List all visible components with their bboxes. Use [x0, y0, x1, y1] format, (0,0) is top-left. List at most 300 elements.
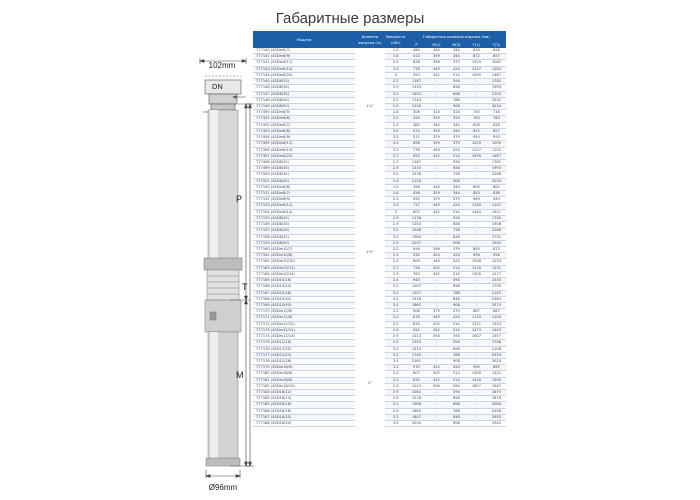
value-cell: 956 [466, 253, 486, 259]
model-cell: 777184 (4SD16/14) [253, 396, 355, 402]
model-cell: 777500 (4SD6/34) [253, 172, 355, 178]
value-cell: 379 [446, 135, 466, 141]
value-cell: 344 [446, 48, 466, 54]
header-p: P [406, 43, 426, 48]
value-cell: 1227 [466, 147, 486, 153]
value-cell: 1058 [466, 259, 486, 265]
value-cell: 1202 [486, 147, 506, 153]
model-cell: 777153 (4SDm8/12) [253, 203, 355, 209]
value-cell: 1097 [406, 284, 426, 290]
value-cell: - [466, 215, 486, 221]
value-cell: 344 [446, 184, 466, 190]
header-dn: Диаметр выпуска (in) [355, 31, 385, 48]
model-cell: 777143 (4SDm6/14) [253, 66, 355, 72]
value-cell: 1467 [486, 153, 506, 159]
value-cell: 542 [426, 327, 446, 333]
value-cell: 514 [446, 153, 466, 159]
value-cell: 424 [446, 365, 466, 371]
value-cell: 399 [426, 247, 446, 253]
value-cell: 3.5 [385, 135, 406, 141]
value-cell: 1029 [466, 141, 486, 147]
value-cell: 950 [486, 135, 506, 141]
value-cell: - [426, 402, 446, 408]
value-cell: 763 [406, 271, 426, 277]
value-cell: - [426, 166, 446, 172]
model-cell: 777501 (4SD6/40) [253, 178, 355, 184]
value-cell: 1082 [486, 60, 506, 66]
value-cell: 1013 [406, 383, 426, 389]
model-cell: 777177 (4SD12/24) [253, 352, 355, 358]
model-cell: 777148 (4SD6/40) [253, 97, 355, 103]
value-cell: 2.9 [385, 396, 406, 402]
value-cell: 1141 [486, 203, 506, 209]
value-cell: 514 [446, 271, 466, 277]
value-cell: 2448 [486, 408, 506, 414]
dn-label: DN [212, 82, 223, 91]
value-cell: - [466, 421, 486, 427]
value-cell: 828 [486, 122, 506, 128]
value-cell: 1009 [486, 141, 506, 147]
value-cell: 514 [446, 72, 466, 78]
value-cell: 698 [446, 346, 466, 352]
value-cell: 1807 [406, 414, 426, 420]
value-cell: 716 [486, 110, 506, 116]
value-cell: 1984 [406, 234, 426, 240]
value-cell: 449 [426, 259, 446, 265]
value-cell: 908 [446, 302, 466, 308]
model-cell: 777164 (4SDm10/14) [253, 271, 355, 277]
model-cell: 777172 (4SDm12/10) [253, 321, 355, 327]
value-cell: 514 [446, 377, 466, 383]
value-cell: 828 [466, 122, 486, 128]
value-cell: 1.8 [385, 54, 406, 60]
value-cell: 994 [466, 365, 486, 371]
value-cell: 456 [406, 191, 426, 197]
value-cell: 698 [446, 402, 466, 408]
value-cell: 1218 [466, 265, 486, 271]
value-cell: 2.5 [385, 122, 406, 128]
value-cell: 379 [426, 309, 446, 315]
value-cell: 908 [446, 421, 466, 427]
value-cell: 1333 [486, 321, 506, 327]
value-cell: 1231 [486, 265, 506, 271]
model-cell: 777165 (4SD10/16) [253, 278, 355, 284]
value-cell: - [466, 402, 486, 408]
value-cell: - [426, 240, 446, 246]
value-cell: 658 [446, 396, 466, 402]
value-cell: 1748 [486, 340, 506, 346]
value-cell: 514 [446, 327, 466, 333]
table-header-row [253, 31, 506, 43]
model-cell: 777496 (4SDm6/14) [253, 147, 355, 153]
value-cell: 953 [406, 153, 426, 159]
value-cell: 2266 [486, 172, 506, 178]
dn-cell: 2" [368, 380, 372, 385]
value-cell: 3.5 [385, 296, 406, 302]
value-cell: 788 [446, 97, 466, 103]
model-cell: 777492 (4SDm6/7) [253, 122, 355, 128]
value-cell: 329 [426, 116, 446, 122]
value-cell: 2.9 [385, 340, 406, 346]
value-cell: 1675 [486, 390, 506, 396]
model-cell: 777152 (4SDm8/9) [253, 197, 355, 203]
value-cell: 329 [446, 116, 466, 122]
value-cell: 857 [486, 128, 506, 134]
value-cell: 594 [446, 79, 466, 85]
model-cell: 777142 (4SDm6/11) [253, 60, 355, 66]
value-cell: 2.9 [385, 408, 406, 414]
value-cell: 2.2 [385, 265, 406, 271]
value-cell: 2.5 [385, 197, 406, 203]
value-cell: 2145 [486, 290, 506, 296]
value-cell: 4.0 [385, 141, 406, 147]
value-cell: 893 [466, 247, 486, 253]
model-cell: 777163 (4SDm10/13) [253, 265, 355, 271]
value-cell: - [426, 215, 446, 221]
value-cell: 2.2 [385, 247, 406, 253]
model-cell: 777499 (4SD6/30) [253, 166, 355, 172]
value-cell: 1277 [486, 271, 506, 277]
value-cell: 2037 [406, 240, 426, 246]
value-cell: 1418 [466, 377, 486, 383]
value-cell: 594 [446, 383, 466, 389]
model-cell: 777187 (4SD16/20) [253, 414, 355, 420]
value-cell: - [466, 228, 486, 234]
value-cell: 1081 [406, 390, 426, 396]
value-cell: - [466, 79, 486, 85]
value-cell: 1305 [466, 271, 486, 277]
value-cell: - [426, 346, 446, 352]
value-cell: 783 [466, 116, 486, 122]
value-cell: - [426, 103, 446, 109]
value-cell: - [426, 340, 446, 346]
value-cell: 853 [466, 191, 486, 197]
value-cell: 2.5 [385, 97, 406, 103]
value-cell: 848 [446, 414, 466, 420]
value-cell: 594 [446, 334, 466, 340]
value-cell: 1452 [406, 91, 426, 97]
model-cell: 777179 (4SDm16/4) [253, 365, 355, 371]
value-cell: 658 [446, 166, 466, 172]
value-cell: 943 [406, 278, 426, 284]
value-cell: 594 [446, 390, 466, 396]
model-cell: 777147 (4SD6/34) [253, 91, 355, 97]
value-cell: - [426, 296, 446, 302]
model-cell: 777168 (4SD10/32) [253, 296, 355, 302]
value-cell: 1993 [486, 85, 506, 91]
value-cell: 594 [426, 334, 446, 340]
value-cell: 2108 [486, 346, 506, 352]
value-cell: 2150 [486, 91, 506, 97]
model-cell: 777180 (4SDm16/6) [253, 371, 355, 377]
value-cell: 424 [446, 147, 466, 153]
value-cell: 484 [406, 48, 426, 54]
value-cell: 594 [446, 278, 466, 284]
value-cell: - [466, 396, 486, 402]
value-cell: 3.5 [385, 358, 406, 364]
value-cell: 379 [446, 247, 466, 253]
value-cell: 359 [426, 191, 446, 197]
value-cell: - [426, 79, 446, 85]
value-cell: 2732 [486, 234, 506, 240]
value-cell: 454 [406, 116, 426, 122]
value-cell: - [426, 358, 446, 364]
value-cell: 1876 [486, 396, 506, 402]
value-cell: 2.2 [385, 79, 406, 85]
value-cell: 1227 [466, 66, 486, 72]
value-cell: 1597 [486, 334, 506, 340]
value-cell: 3.2 [385, 365, 406, 371]
value-cell: 950 [466, 135, 486, 141]
value-cell: 2.9 [385, 222, 406, 228]
value-cell: - [466, 352, 486, 358]
value-cell: 716 [406, 265, 426, 271]
value-cell: 571 [406, 135, 426, 141]
value-cell: 1993 [486, 166, 506, 172]
value-cell: 3.2 [385, 290, 406, 296]
value-cell: 1386 [406, 402, 426, 408]
model-cell: 777491 (4SDm6/6) [253, 116, 355, 122]
value-cell: 424 [426, 253, 446, 259]
value-cell: - [466, 340, 486, 346]
value-cell: 2126 [406, 178, 426, 184]
value-cell: 399 [426, 141, 446, 147]
value-cell: 1473 [466, 327, 486, 333]
model-cell: 777140 (4SDm6/7) [253, 48, 355, 54]
value-cell: 3.5 [385, 234, 406, 240]
model-cell: 777494 (4SDm6/9) [253, 135, 355, 141]
value-cell: 1033 [486, 259, 506, 265]
value-cell: - [426, 222, 446, 228]
value-cell: - [426, 396, 446, 402]
value-cell: 3.2 [385, 346, 406, 352]
value-cell: 424 [446, 203, 466, 209]
value-cell: 1309 [466, 371, 486, 377]
dimensions-table [253, 31, 506, 427]
p-label: P [236, 194, 243, 204]
value-cell: 609 [406, 259, 426, 265]
value-cell: 2942 [486, 421, 506, 427]
value-cell: - [466, 222, 486, 228]
value-cell: 2533 [486, 352, 506, 358]
model-cell: 777166 (4SD10/20) [253, 284, 355, 290]
value-cell: 2.9 [385, 85, 406, 91]
value-cell: 344 [446, 54, 466, 60]
value-cell: 956 [486, 253, 506, 259]
value-cell: - [426, 414, 446, 420]
value-cell: 379 [446, 141, 466, 147]
value-cell: - [426, 302, 446, 308]
value-cell: 807 [406, 209, 426, 215]
model-cell: 777167 (4SD10/28) [253, 290, 355, 296]
width-label: 102mm [208, 61, 236, 70]
model-cell: 777160 (4SDm10/7) [253, 247, 355, 253]
model-cell: 777150 (4SDm8/6) [253, 184, 355, 190]
value-cell: 1355 [406, 340, 426, 346]
value-cell: 788 [446, 290, 466, 296]
value-cell: 908 [446, 358, 466, 364]
value-cell: 2.9 [385, 271, 406, 277]
m-label: M [236, 370, 244, 380]
model-cell: 777159 (4SD8/40) [253, 240, 355, 246]
value-cell: 379 [446, 309, 466, 315]
value-cell: 344 [446, 128, 466, 134]
value-cell: - [426, 159, 446, 165]
value-cell: 3.2 [385, 352, 406, 358]
value-cell: 2364 [486, 296, 506, 302]
value-cell: - [466, 408, 486, 414]
value-cell: 3.5 [385, 147, 406, 153]
value-cell: 359 [426, 54, 446, 60]
header-t3: T(3) [486, 43, 506, 48]
value-cell: 542 [426, 377, 446, 383]
model-cell: 777149 (4SD6/50) [253, 103, 355, 109]
value-cell: - [466, 234, 486, 240]
model-cell: 777174 (4SDm12/14) [253, 334, 355, 340]
value-cell: 2.9 [385, 240, 406, 246]
value-cell: 2655 [486, 414, 506, 420]
value-cell: 1795 [486, 284, 506, 290]
value-cell: 344 [426, 48, 446, 54]
value-cell: 1567 [486, 383, 506, 389]
value-cell: 2.4 [385, 278, 406, 284]
value-cell: 456 [406, 184, 426, 190]
value-cell: 594 [446, 215, 466, 221]
value-cell: - [466, 296, 486, 302]
model-cell: 777169 (4SD10/40) [253, 302, 355, 308]
value-cell: 2034 [406, 421, 426, 427]
value-cell: 908 [446, 240, 466, 246]
value-cell: 344 [426, 184, 446, 190]
value-cell: 502 [426, 371, 446, 377]
model-cell: 777161 (4SDm10/8) [253, 253, 355, 259]
value-cell: 379 [426, 135, 446, 141]
value-cell: 502 [426, 265, 446, 271]
value-cell: 344 [446, 122, 466, 128]
value-cell: 344 [446, 191, 466, 197]
value-cell: - [426, 290, 446, 296]
value-cell: - [426, 390, 446, 396]
header-m1: M(1) [426, 43, 446, 48]
value-cell: - [426, 278, 446, 284]
model-cell: 777175 (4SD12/16) [253, 340, 355, 346]
header-m3: M(3) [446, 43, 466, 48]
value-cell: 1263 [486, 66, 506, 72]
value-cell: 3.2 [385, 228, 406, 234]
header-power: Мощность (кВт) [385, 31, 406, 48]
value-cell: 887 [486, 309, 506, 315]
header-dimensions-group: Габаритные размеры изделия (мм) [406, 31, 506, 43]
value-cell: 3.2 [385, 284, 406, 290]
value-cell: 872 [466, 128, 486, 134]
value-cell: 2.9 [385, 334, 406, 340]
value-cell: 570 [406, 365, 426, 371]
value-cell: 2945 [486, 240, 506, 246]
model-cell: 777182 (4SDm16/10) [253, 383, 355, 389]
value-cell: 1390 [486, 377, 506, 383]
value-cell: 344 [426, 122, 446, 128]
value-cell: 2.5 [385, 203, 406, 209]
value-cell: 424 [446, 315, 466, 321]
value-cell: 2161 [406, 358, 426, 364]
value-cell: 835 [406, 377, 426, 383]
value-cell: 1495 [466, 153, 486, 159]
value-cell: 484 [406, 122, 426, 128]
value-cell: 1516 [406, 296, 426, 302]
model-cell: 777158 (4SD8/32) [253, 234, 355, 240]
value-cell: 502 [426, 321, 446, 327]
value-cell: 1781 [486, 159, 506, 165]
model-cell: 777157 (4SD8/26) [253, 228, 355, 234]
value-cell: 2.9 [385, 178, 406, 184]
value-cell: 359 [426, 128, 446, 134]
model-cell: 777181 (4SDm16/8) [253, 377, 355, 383]
value-cell: - [466, 166, 486, 172]
value-cell: 1495 [466, 72, 486, 78]
model-cell: 777176 (4SD12/20) [253, 346, 355, 352]
value-cell: - [466, 159, 486, 165]
value-cell: 2.2 [385, 159, 406, 165]
model-cell: 777155 (4SD8/20) [253, 215, 355, 221]
value-cell: 887 [466, 309, 486, 315]
value-cell: 819 [406, 321, 426, 327]
value-cell: 908 [446, 103, 466, 109]
value-cell: 1100 [486, 315, 506, 321]
model-cell: 777490 (4SDm6/5) [253, 110, 355, 116]
value-cell: - [426, 352, 446, 358]
value-cell: - [466, 97, 486, 103]
value-cell: 542 [426, 209, 446, 215]
value-cell: 2532 [486, 97, 506, 103]
model-cell: 777162 (4SDm10/10) [253, 259, 355, 265]
value-cell: 314 [446, 110, 466, 116]
value-cell: 1410 [406, 346, 426, 352]
value-cell: 1467 [486, 72, 506, 78]
value-cell: 1781 [486, 79, 506, 85]
value-cell: 2.2 [385, 153, 406, 159]
value-cell: 1218 [406, 396, 426, 402]
model-cell: 777156 (4SD8/24) [253, 222, 355, 228]
value-cell: - [466, 346, 486, 352]
value-cell: 3.2 [385, 402, 406, 408]
model-cell: 777183 (4SD16/12) [253, 390, 355, 396]
value-cell: 2.9 [385, 103, 406, 109]
value-cell: 3 [385, 72, 406, 78]
value-cell: 1445 [486, 327, 506, 333]
value-cell: 2.9 [385, 166, 406, 172]
value-cell: 730 [466, 110, 486, 116]
value-cell: 532 [406, 253, 426, 259]
value-cell: 3.5 [385, 302, 406, 308]
model-cell: 777141 (4SDm6/9) [253, 54, 355, 60]
value-cell: 542 [426, 271, 446, 277]
value-cell: - [466, 85, 486, 91]
value-cell: 1013 [406, 334, 426, 340]
value-cell: 800 [466, 184, 486, 190]
model-cell: 777186 (4SD16/18) [253, 408, 355, 414]
value-cell: 2570 [486, 302, 506, 308]
value-cell: 949 [486, 197, 506, 203]
model-cell: 777498 (4SD6/25) [253, 159, 355, 165]
value-cell: 542 [426, 72, 446, 78]
value-cell: 873 [486, 247, 506, 253]
value-cell: - [466, 172, 486, 178]
value-cell: 2.5 [385, 60, 406, 66]
model-cell: 777170 (4SDm12/6) [253, 309, 355, 315]
value-cell: 592 [406, 197, 426, 203]
value-cell: 513 [406, 54, 426, 60]
value-cell: 807 [406, 371, 426, 377]
